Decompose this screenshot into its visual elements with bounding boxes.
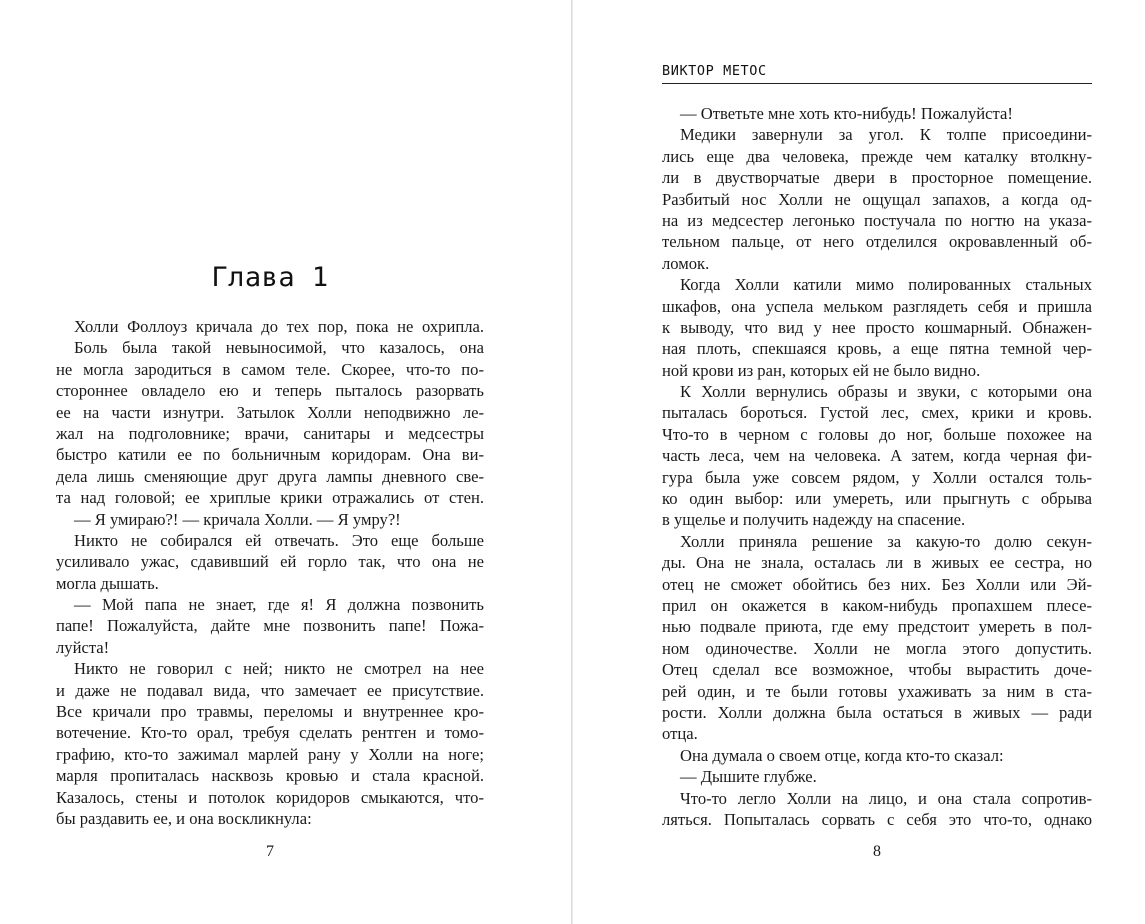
text-line: Она думала о своем отце, когда кто-то сказал:	[680, 745, 1004, 765]
book-gutter	[571, 0, 573, 924]
text-line: графию, кто-то зажимал марлей рану у Холли на ноге;	[56, 744, 484, 764]
text-line: дела лишь сменяющие друг друга лампы дневного све-	[56, 466, 484, 486]
text-line: и даже не подавал вида, что замечает ее присутствие.	[56, 680, 484, 700]
text-line: Все кричали про травмы, переломы и внутреннее кро-	[56, 702, 484, 722]
text-line: луйста!	[56, 637, 110, 657]
text-line: ли в двустворчатые двери в просторное помещение.	[662, 168, 1092, 188]
chapter-title: Глава 1	[211, 262, 329, 293]
text-line: стороннее овладело ею и теперь пыталось разорвать	[56, 381, 484, 401]
text-line: — Ответьте мне хоть кто-нибудь! Пожалуйста!	[680, 104, 1013, 123]
page-number-right: 8	[873, 843, 881, 860]
text-line: шкафов, она успела мельком разглядеть себя и пришла	[662, 296, 1092, 316]
text-line: Разбитый нос Холли не ощущал запахов, а когда од-	[662, 189, 1092, 209]
text-line: Холли приняла решение за какую-то долю секун-	[680, 531, 1092, 551]
text-line: Холли Фоллоуз кричала до тех пор, пока не охрипла.	[74, 317, 484, 336]
text-line: отец не сможет обойтись без них. Без Холли или Эй-	[662, 574, 1092, 594]
text-line: могла дышать.	[56, 573, 159, 593]
text-line: рости. Холли должна была остаться в живых — ради	[662, 702, 1092, 722]
text-line: вотечение. Кто-то орал, требуя сделать рентген и томо-	[56, 723, 484, 743]
text-line: ко один выбор: или умереть, или прыгнуть с обрыва	[662, 489, 1092, 509]
text-line: Никто не говорил с ней; никто не смотрел на нее	[74, 659, 484, 679]
text-line: рей один, и те были готовы ухаживать за ним в ста-	[662, 681, 1092, 701]
text-line: та над головой; ее хриплые крики отражались от стен.	[56, 488, 484, 508]
text-line: К Холли вернулись образы и звуки, с которыми она	[680, 382, 1092, 402]
text-line: — Я умираю?! — кричала Холли. — Я умру?!	[74, 509, 401, 529]
text-line: ломок.	[662, 253, 710, 273]
text-line: к выводу, что вид у нее просто кошмарный. Обнажен-	[662, 317, 1092, 337]
text-line: на из медсестер легонько постучала по ногтю на указа-	[662, 210, 1092, 230]
text-line: гура была уже совсем рядом, у Холли остался толь-	[662, 467, 1092, 487]
text-line: марля пропиталась насквозь кровью и стала красной.	[56, 766, 484, 786]
text-line: Медики завернули за угол. К толпе присоедини-	[680, 125, 1092, 145]
text-line: ная плоть, спекшаяся кровь, а еще пятна темной чер-	[662, 339, 1092, 359]
text-line: не могла зародиться в самом теле. Скорее, что-то по-	[56, 359, 484, 379]
text-line: ной крови из ран, которых ей не было видно.	[662, 360, 981, 380]
text-line: в ущелье и получить надежду на спасение.	[662, 510, 966, 530]
text-line: отца.	[662, 724, 698, 744]
text-line: жал на подголовнике; врачи, санитары и медсестры	[56, 423, 484, 443]
text-line: пыталась бороться. Густой лес, смех, крики и кровь.	[662, 403, 1092, 423]
text-line: часть леса, чем на человека. А затем, когда черная фи-	[662, 446, 1092, 466]
running-head: ВИКТОР МЕТОС	[662, 63, 1092, 84]
text-line: быстро катили ее по больничным коридорам. Она ви-	[56, 445, 484, 465]
text-line: Никто не собирался ей отвечать. Это еще больше	[74, 530, 484, 550]
text-line: ляться. Попыталась сорвать с себя это что-то, однако	[662, 809, 1092, 829]
text-line: — Дышите глубже.	[680, 767, 817, 787]
text-line: бы раздавить ее, и она воскликнула:	[56, 808, 312, 828]
text-line: прил он окажется в каком-нибудь пропахшем плесе-	[662, 595, 1092, 615]
right-page-body	[662, 103, 1092, 830]
text-line: Что-то легло Холли на лицо, и она стала сопротив-	[680, 788, 1092, 808]
text-line: усиливало ужас, сдавивший ей горло так, что она не	[56, 552, 484, 572]
text-line: Боль была такой невыносимой, что казалось, она	[74, 338, 484, 358]
text-line: Когда Холли катили мимо полированных стальных	[680, 275, 1092, 295]
text-line: папе! Пожалуйста, дайте мне позвонить папе! Пожа-	[56, 616, 484, 636]
text-line: Что-то в черном с головы до ног, больше похожее на	[662, 424, 1092, 444]
page-number-left: 7	[266, 843, 274, 860]
text-line: Отец сделал все возможное, чтобы вырастить дочe-	[662, 660, 1092, 680]
left-page	[56, 0, 484, 924]
text-line: ном одиночестве. Холли не могла этого допустить.	[662, 638, 1092, 658]
text-line: ды. Она не знала, осталась ли в живых ее сестра, но	[662, 553, 1092, 573]
text-line: лись еще два человека, прежде чем каталку втолкну-	[662, 146, 1092, 166]
text-line: — Мой папа не знает, где я! Я должна позвонить	[74, 595, 484, 615]
right-page	[662, 0, 1092, 924]
left-page-body	[56, 316, 484, 829]
text-line: Казалось, стены и потолок коридоров смыкаются, что-	[56, 787, 484, 807]
text-line: тельном пальце, от него отделился окровавленный об-	[662, 232, 1092, 252]
text-line: нью подвале приюта, где ему предстоит умереть в пол-	[662, 617, 1092, 637]
text-line: ее на части изнутри. Затылок Холли неподвижно ле-	[56, 402, 484, 422]
